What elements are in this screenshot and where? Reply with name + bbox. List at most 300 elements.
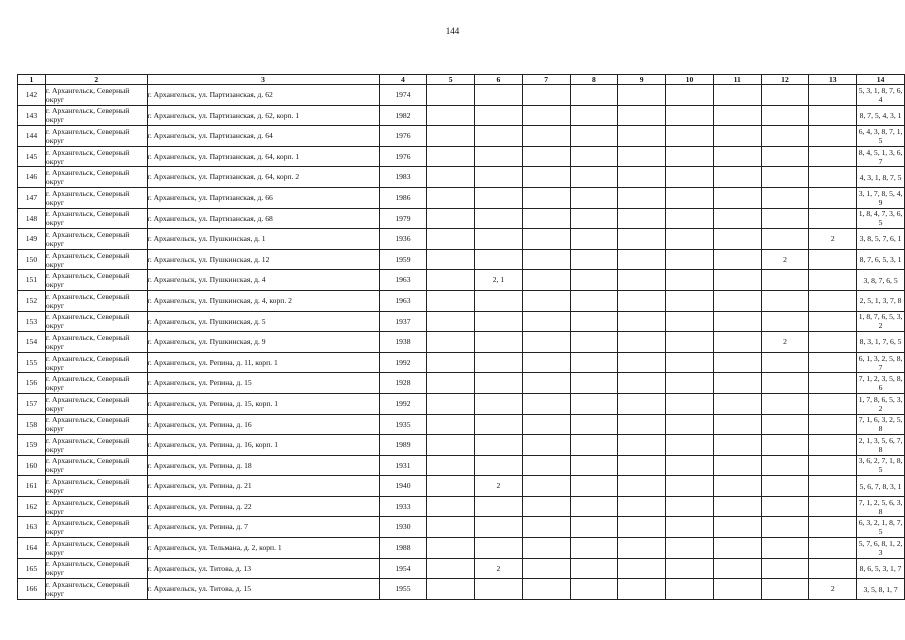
address-cell: г. Архангельск, ул. Репина, д. 15: [147, 373, 379, 394]
col7-cell: [522, 229, 570, 250]
col5-cell: [427, 476, 475, 497]
col8-cell: [570, 126, 618, 147]
col8-cell: [570, 455, 618, 476]
row-number: 151: [18, 270, 46, 291]
col6-cell: [475, 393, 523, 414]
col11-cell: [713, 455, 761, 476]
col10-cell: [666, 352, 714, 373]
col12-cell: [761, 455, 809, 476]
col6-cell: [475, 414, 523, 435]
address-cell: г. Архангельск, ул. Тельмана, д. 2, корп. 1: [147, 538, 379, 559]
col11-cell: [713, 496, 761, 517]
table-row: [18, 558, 905, 579]
codes-cell: 6, 4, 3, 8, 7, 1, 5: [857, 126, 905, 147]
col5-cell: [427, 249, 475, 270]
col12-cell: [761, 85, 809, 106]
col12-cell: [761, 187, 809, 208]
col7-cell: [522, 393, 570, 414]
col10-cell: [666, 270, 714, 291]
col11-cell: [713, 538, 761, 559]
col13-cell: [809, 476, 857, 497]
col11-cell: [713, 290, 761, 311]
col8-cell: [570, 290, 618, 311]
col13-cell: [809, 538, 857, 559]
codes-cell: 6, 3, 2, 1, 8, 7, 5: [857, 517, 905, 538]
col11-cell: [713, 558, 761, 579]
col9-cell: [618, 249, 666, 270]
col10-cell: [666, 538, 714, 559]
codes-cell: 8, 6, 5, 3, 1, 7: [857, 558, 905, 579]
year-cell: 1933: [379, 496, 427, 517]
year-cell: 1928: [379, 373, 427, 394]
col8-cell: [570, 208, 618, 229]
district-cell: г. Архангельск, Северный округ: [45, 373, 147, 394]
col13-cell: [809, 435, 857, 456]
row-number: 149: [18, 229, 46, 250]
district-cell: г. Архангельск, Северный округ: [45, 146, 147, 167]
column-header-1: 1: [18, 75, 46, 85]
col13-cell: [809, 332, 857, 353]
table-row: [18, 146, 905, 167]
col10-cell: [666, 187, 714, 208]
district-cell: г. Архангельск, Северный округ: [45, 414, 147, 435]
col5-cell: [427, 311, 475, 332]
col12-cell: [761, 208, 809, 229]
col8-cell: [570, 311, 618, 332]
row-number: 159: [18, 435, 46, 456]
col6-cell: [475, 249, 523, 270]
col11-cell: [713, 311, 761, 332]
address-cell: г. Архангельск, ул. Партизанская, д. 64: [147, 126, 379, 147]
col5-cell: [427, 373, 475, 394]
address-cell: г. Архангельск, ул. Репина, д. 11, корп. 1: [147, 352, 379, 373]
col5-cell: [427, 414, 475, 435]
col7-cell: [522, 270, 570, 291]
col11-cell: [713, 270, 761, 291]
col13-cell: [809, 352, 857, 373]
district-cell: г. Архангельск, Северный округ: [45, 167, 147, 188]
column-header-14: 14: [857, 75, 905, 85]
col10-cell: [666, 290, 714, 311]
col9-cell: [618, 352, 666, 373]
row-number: 157: [18, 393, 46, 414]
address-cell: г. Архангельск, ул. Пушкинская, д. 5: [147, 311, 379, 332]
year-cell: 1988: [379, 538, 427, 559]
col7-cell: [522, 187, 570, 208]
row-number: 152: [18, 290, 46, 311]
col11-cell: [713, 579, 761, 600]
district-cell: г. Архангельск, Северный округ: [45, 352, 147, 373]
col7-cell: [522, 290, 570, 311]
col12-cell: [761, 373, 809, 394]
col11-cell: [713, 187, 761, 208]
year-cell: 1959: [379, 249, 427, 270]
col10-cell: [666, 208, 714, 229]
district-cell: г. Архангельск, Северный округ: [45, 579, 147, 600]
col8-cell: [570, 229, 618, 250]
page-number: 144: [445, 26, 460, 36]
col5-cell: [427, 167, 475, 188]
year-cell: 1954: [379, 558, 427, 579]
district-cell: г. Архангельск, Северный округ: [45, 393, 147, 414]
col9-cell: [618, 290, 666, 311]
col5-cell: [427, 85, 475, 106]
col8-cell: [570, 579, 618, 600]
address-cell: г. Архангельск, ул. Репина, д. 22: [147, 496, 379, 517]
col9-cell: [618, 208, 666, 229]
col6-cell: [475, 435, 523, 456]
col8-cell: [570, 435, 618, 456]
district-cell: г. Архангельск, Северный округ: [45, 270, 147, 291]
col5-cell: [427, 538, 475, 559]
col9-cell: [618, 455, 666, 476]
year-cell: 1976: [379, 126, 427, 147]
col11-cell: [713, 332, 761, 353]
table-row: [18, 455, 905, 476]
col8-cell: [570, 352, 618, 373]
codes-cell: 1, 8, 4, 7, 3, 6, 5: [857, 208, 905, 229]
address-cell: г. Архангельск, ул. Репина, д. 18: [147, 455, 379, 476]
col6-cell: [475, 229, 523, 250]
col6-cell: [475, 126, 523, 147]
col10-cell: [666, 249, 714, 270]
col8-cell: [570, 249, 618, 270]
col9-cell: [618, 393, 666, 414]
col11-cell: [713, 476, 761, 497]
col6-cell: [475, 167, 523, 188]
col6-cell: [475, 187, 523, 208]
address-cell: г. Архангельск, ул. Пушкинская, д. 4, корп. 2: [147, 290, 379, 311]
column-header-8: 8: [570, 75, 618, 85]
address-cell: г. Архангельск, ул. Партизанская, д. 62: [147, 85, 379, 106]
district-cell: г. Архангельск, Северный округ: [45, 126, 147, 147]
col5-cell: [427, 146, 475, 167]
table-row: [18, 579, 905, 600]
col6-cell: [475, 105, 523, 126]
col6-cell: [475, 455, 523, 476]
col8-cell: [570, 187, 618, 208]
col10-cell: [666, 332, 714, 353]
col13-cell: [809, 167, 857, 188]
col7-cell: [522, 249, 570, 270]
col5-cell: [427, 229, 475, 250]
codes-cell: 5, 6, 7, 8, 3, 1: [857, 476, 905, 497]
col9-cell: [618, 476, 666, 497]
col6-cell: [475, 332, 523, 353]
column-header-11: 11: [713, 75, 761, 85]
col11-cell: [713, 146, 761, 167]
col5-cell: [427, 187, 475, 208]
col8-cell: [570, 332, 618, 353]
table-row: [18, 270, 905, 291]
year-cell: 1935: [379, 414, 427, 435]
col6-cell: [475, 311, 523, 332]
col12-cell: [761, 496, 809, 517]
col7-cell: [522, 373, 570, 394]
table-row: [18, 352, 905, 373]
col10-cell: [666, 393, 714, 414]
col6-cell: 2: [475, 558, 523, 579]
district-cell: г. Архангельск, Северный округ: [45, 249, 147, 270]
row-number: 144: [18, 126, 46, 147]
col9-cell: [618, 558, 666, 579]
codes-cell: 4, 3, 1, 8, 7, 5: [857, 167, 905, 188]
col12-cell: [761, 167, 809, 188]
col11-cell: [713, 393, 761, 414]
codes-cell: 2, 5, 1, 3, 7, 8: [857, 290, 905, 311]
col9-cell: [618, 85, 666, 106]
column-header-2: 2: [45, 75, 147, 85]
row-number: 142: [18, 85, 46, 106]
col8-cell: [570, 558, 618, 579]
col6-cell: [475, 208, 523, 229]
codes-cell: 6, 1, 3, 2, 5, 8, 7: [857, 352, 905, 373]
district-cell: г. Архангельск, Северный округ: [45, 517, 147, 538]
col8-cell: [570, 167, 618, 188]
col12-cell: [761, 146, 809, 167]
row-number: 150: [18, 249, 46, 270]
row-number: 148: [18, 208, 46, 229]
col5-cell: [427, 270, 475, 291]
codes-cell: 7, 1, 2, 5, 6, 3, 8: [857, 496, 905, 517]
district-cell: г. Архангельск, Северный округ: [45, 435, 147, 456]
col5-cell: [427, 290, 475, 311]
column-header-5: 5: [427, 75, 475, 85]
col8-cell: [570, 496, 618, 517]
col6-cell: [475, 373, 523, 394]
col7-cell: [522, 435, 570, 456]
col9-cell: [618, 414, 666, 435]
district-cell: г. Архангельск, Северный округ: [45, 332, 147, 353]
table-body: [18, 85, 905, 600]
district-cell: г. Архангельск, Северный округ: [45, 105, 147, 126]
address-cell: г. Архангельск, ул. Репина, д. 15, корп. 1: [147, 393, 379, 414]
col10-cell: [666, 311, 714, 332]
col5-cell: [427, 558, 475, 579]
table-row: [18, 126, 905, 147]
col7-cell: [522, 105, 570, 126]
district-cell: г. Архангельск, Северный округ: [45, 496, 147, 517]
codes-cell: 3, 5, 8, 1, 7: [857, 579, 905, 600]
table-row: [18, 311, 905, 332]
col7-cell: [522, 517, 570, 538]
col12-cell: 2: [761, 332, 809, 353]
codes-cell: 3, 8, 7, 6, 5: [857, 270, 905, 291]
row-number: 143: [18, 105, 46, 126]
district-cell: г. Архангельск, Северный округ: [45, 290, 147, 311]
col9-cell: [618, 517, 666, 538]
row-number: 153: [18, 311, 46, 332]
col9-cell: [618, 229, 666, 250]
col6-cell: [475, 538, 523, 559]
col10-cell: [666, 558, 714, 579]
col11-cell: [713, 517, 761, 538]
col6-cell: 2: [475, 476, 523, 497]
col9-cell: [618, 579, 666, 600]
year-cell: 1937: [379, 311, 427, 332]
col5-cell: [427, 579, 475, 600]
col7-cell: [522, 311, 570, 332]
col13-cell: 2: [809, 579, 857, 600]
row-number: 165: [18, 558, 46, 579]
col6-cell: [475, 290, 523, 311]
col7-cell: [522, 579, 570, 600]
col6-cell: [475, 85, 523, 106]
address-cell: г. Архангельск, ул. Пушкинская, д. 1: [147, 229, 379, 250]
col5-cell: [427, 435, 475, 456]
column-header-7: 7: [522, 75, 570, 85]
col8-cell: [570, 393, 618, 414]
year-cell: 1989: [379, 435, 427, 456]
column-header-4: 4: [379, 75, 427, 85]
row-number: 163: [18, 517, 46, 538]
table-row: [18, 373, 905, 394]
row-number: 162: [18, 496, 46, 517]
table-row: [18, 393, 905, 414]
year-cell: 1930: [379, 517, 427, 538]
col11-cell: [713, 414, 761, 435]
col7-cell: [522, 476, 570, 497]
col7-cell: [522, 126, 570, 147]
row-number: 161: [18, 476, 46, 497]
column-header-6: 6: [475, 75, 523, 85]
codes-cell: 5, 3, 1, 8, 7, 6, 4: [857, 85, 905, 106]
codes-cell: 7, 1, 6, 3, 2, 5, 8: [857, 414, 905, 435]
col5-cell: [427, 496, 475, 517]
col12-cell: [761, 126, 809, 147]
address-cell: г. Архангельск, ул. Пушкинская, д. 9: [147, 332, 379, 353]
col7-cell: [522, 208, 570, 229]
col12-cell: [761, 538, 809, 559]
col6-cell: [475, 517, 523, 538]
codes-cell: 1, 8, 7, 6, 5, 3, 2: [857, 311, 905, 332]
col13-cell: [809, 126, 857, 147]
address-cell: г. Архангельск, ул. Репина, д. 16: [147, 414, 379, 435]
table-row: [18, 85, 905, 106]
row-number: 158: [18, 414, 46, 435]
col6-cell: [475, 579, 523, 600]
table-row: [18, 517, 905, 538]
col7-cell: [522, 558, 570, 579]
address-cell: г. Архангельск, ул. Титова, д. 15: [147, 579, 379, 600]
codes-cell: 5, 7, 6, 8, 1, 2, 3: [857, 538, 905, 559]
column-header-13: 13: [809, 75, 857, 85]
row-number: 166: [18, 579, 46, 600]
row-number: 156: [18, 373, 46, 394]
column-header-12: 12: [761, 75, 809, 85]
col12-cell: [761, 435, 809, 456]
col10-cell: [666, 414, 714, 435]
col10-cell: [666, 579, 714, 600]
address-cell: г. Архангельск, ул. Партизанская, д. 62, корп. 1: [147, 105, 379, 126]
col8-cell: [570, 146, 618, 167]
table-row: [18, 414, 905, 435]
year-cell: 1976: [379, 146, 427, 167]
year-cell: 1938: [379, 332, 427, 353]
col12-cell: [761, 270, 809, 291]
col13-cell: [809, 393, 857, 414]
year-cell: 1979: [379, 208, 427, 229]
codes-cell: 2, 1, 3, 5, 6, 7, 8: [857, 435, 905, 456]
col13-cell: [809, 249, 857, 270]
year-cell: 1963: [379, 270, 427, 291]
year-cell: 1983: [379, 167, 427, 188]
col9-cell: [618, 167, 666, 188]
col6-cell: [475, 146, 523, 167]
col9-cell: [618, 496, 666, 517]
table-row: [18, 332, 905, 353]
table-row: [18, 435, 905, 456]
col13-cell: [809, 85, 857, 106]
address-cell: г. Архангельск, ул. Партизанская, д. 64, корп. 1: [147, 146, 379, 167]
col5-cell: [427, 393, 475, 414]
year-cell: 1982: [379, 105, 427, 126]
col5-cell: [427, 105, 475, 126]
col9-cell: [618, 373, 666, 394]
col8-cell: [570, 538, 618, 559]
row-number: 147: [18, 187, 46, 208]
col12-cell: [761, 311, 809, 332]
codes-cell: 8, 7, 6, 5, 3, 1: [857, 249, 905, 270]
col8-cell: [570, 105, 618, 126]
col7-cell: [522, 538, 570, 559]
table-row: [18, 105, 905, 126]
col5-cell: [427, 332, 475, 353]
district-cell: г. Архангельск, Северный округ: [45, 229, 147, 250]
col10-cell: [666, 476, 714, 497]
table-row: [18, 208, 905, 229]
col13-cell: [809, 270, 857, 291]
col6-cell: [475, 352, 523, 373]
col11-cell: [713, 229, 761, 250]
col12-cell: [761, 558, 809, 579]
year-cell: 1974: [379, 85, 427, 106]
address-cell: г. Архангельск, ул. Титова, д. 13: [147, 558, 379, 579]
col10-cell: [666, 85, 714, 106]
col9-cell: [618, 126, 666, 147]
year-cell: 1963: [379, 290, 427, 311]
col9-cell: [618, 270, 666, 291]
col6-cell: [475, 496, 523, 517]
col8-cell: [570, 476, 618, 497]
col11-cell: [713, 126, 761, 147]
column-header-9: 9: [618, 75, 666, 85]
address-cell: г. Архангельск, ул. Пушкинская, д. 4: [147, 270, 379, 291]
col13-cell: [809, 208, 857, 229]
table-row: [18, 290, 905, 311]
col13-cell: [809, 517, 857, 538]
year-cell: 1936: [379, 229, 427, 250]
col11-cell: [713, 249, 761, 270]
district-cell: г. Архангельск, Северный округ: [45, 455, 147, 476]
col9-cell: [618, 105, 666, 126]
col13-cell: [809, 496, 857, 517]
col11-cell: [713, 373, 761, 394]
col5-cell: [427, 208, 475, 229]
column-header-10: 10: [666, 75, 714, 85]
year-cell: 1992: [379, 352, 427, 373]
codes-cell: 1, 7, 8, 6, 5, 3, 2: [857, 393, 905, 414]
col10-cell: [666, 146, 714, 167]
col13-cell: [809, 290, 857, 311]
year-cell: 1986: [379, 187, 427, 208]
col6-cell: 2, 1: [475, 270, 523, 291]
col11-cell: [713, 435, 761, 456]
table-row: [18, 496, 905, 517]
col9-cell: [618, 332, 666, 353]
district-cell: г. Архангельск, Северный округ: [45, 476, 147, 497]
year-cell: 1940: [379, 476, 427, 497]
